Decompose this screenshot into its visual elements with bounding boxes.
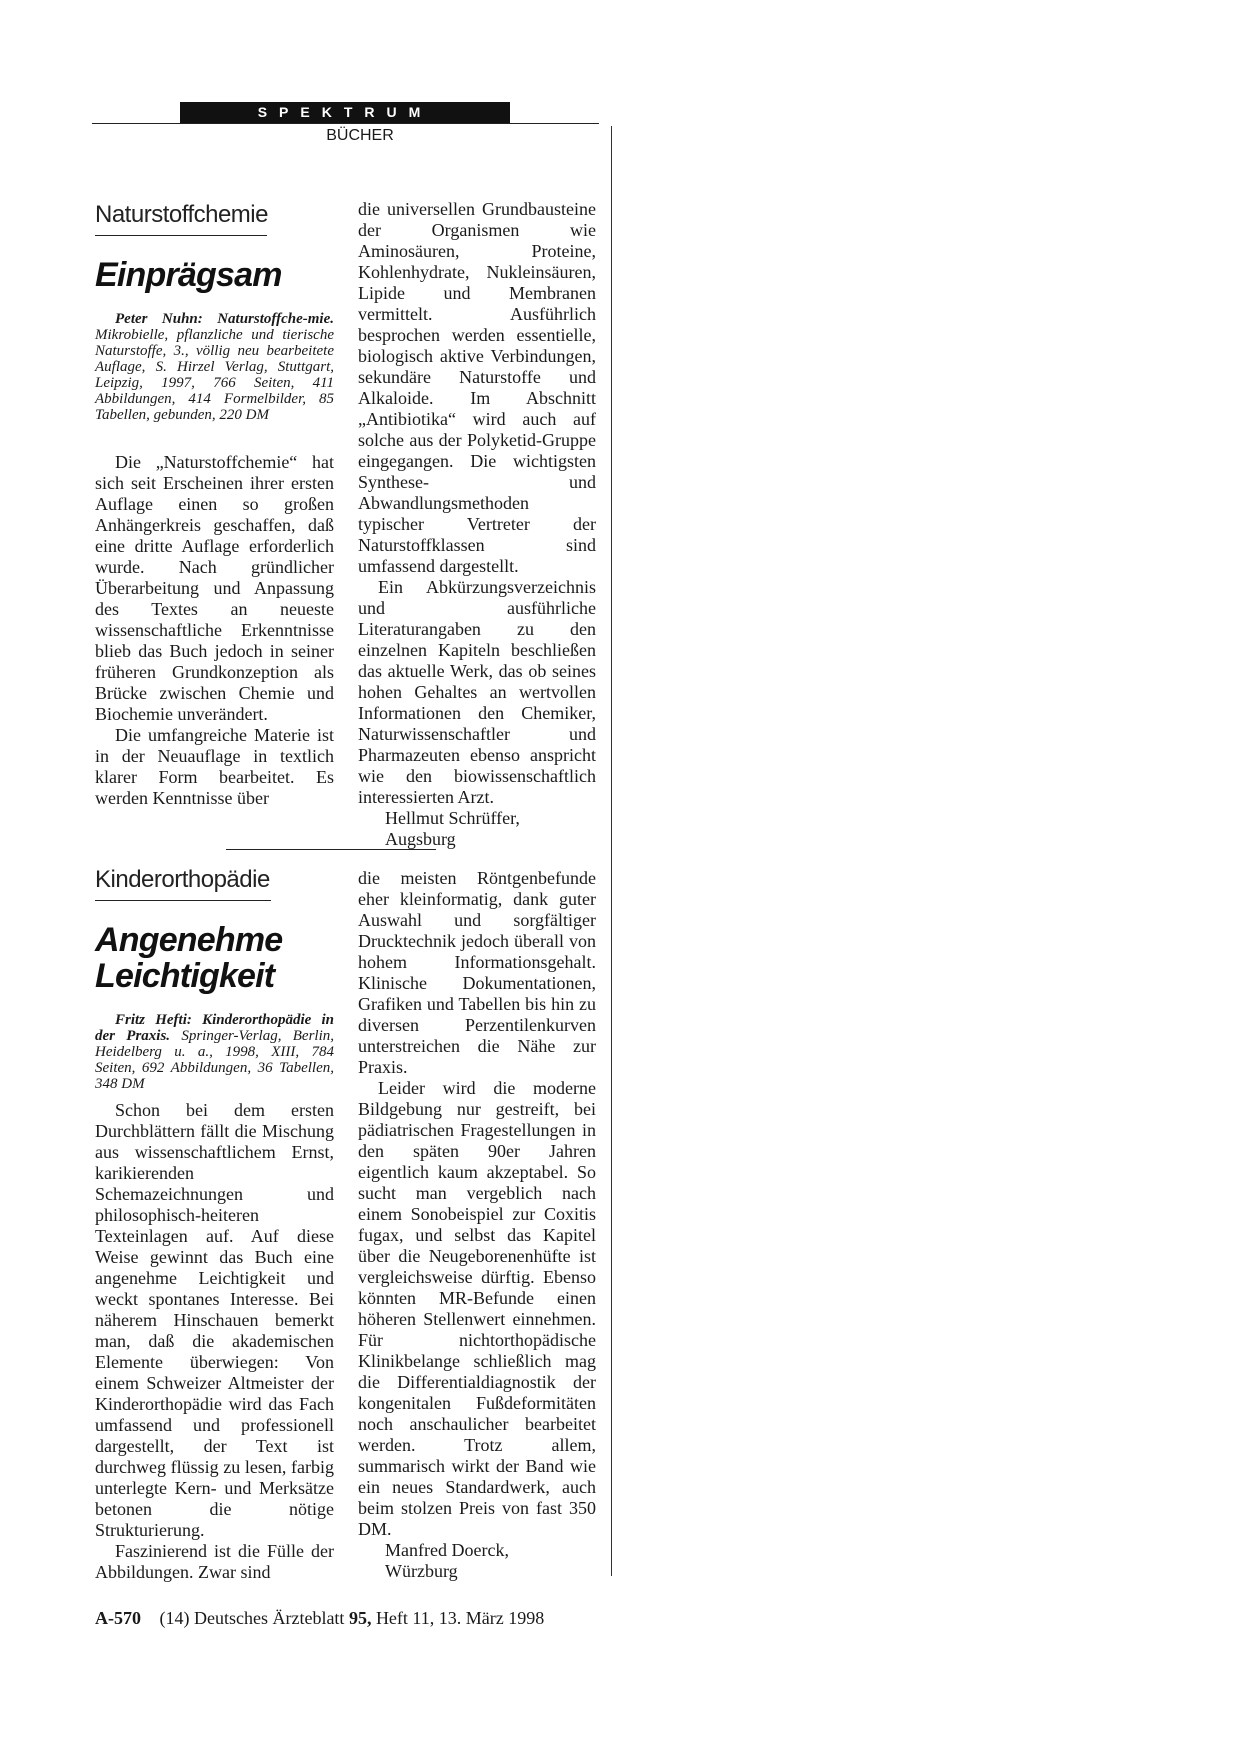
article2-kicker: Kinderorthopädie — [95, 866, 270, 893]
page-number: A-570 — [95, 1608, 141, 1628]
page-footer — [95, 1608, 544, 1629]
section-banner: SPEKTRUM — [180, 102, 510, 123]
column-divider — [611, 126, 612, 1576]
article1-column-1 — [95, 452, 334, 809]
article2-signature-city: Würzburg — [385, 1561, 458, 1581]
article2-headline — [95, 922, 282, 994]
article-divider — [226, 849, 436, 850]
footer-volume: 95, — [348, 1608, 372, 1628]
article1-bib-author: Peter Nuhn: Naturstoffche-mie. — [115, 311, 334, 327]
article2-column-1 — [95, 1100, 334, 1583]
article1-kicker: Naturstoffchemie — [95, 201, 268, 228]
article2-bib-author: Fritz Hefti: Kinderorthopädie in der Praxis. — [95, 1012, 334, 1044]
article1-paragraph: Die umfangreiche Materie ist in der Neuauflage in textlich klarer Form bearbeitet. Es werden Kenntnisse über — [95, 725, 334, 808]
article1-column-2 — [358, 199, 596, 850]
header-rule — [92, 123, 599, 124]
article1-signature-city: Augsburg — [385, 829, 456, 849]
article1-paragraph: die universellen Grundbausteine der Organismen wie Aminosäuren, Proteine, Kohlenhydrate, Nukleinsäuren, Lipide und Membranen vermittelt. Ausführlich besprochen werden essentielle, biologisch aktive Verbindungen, sekundäre Naturstoffe und Alkaloide. Im Abschnitt „Antibiotika“ wird auch auf solche aus der Polyketid-Gruppe eingegangen. Die wichtigsten Synthese- und Abwandlungsmethoden typischer Vertreter der Naturstoffklassen sind umfassend dargestellt. — [358, 199, 596, 576]
article2-bib-details: Springer-Verlag, Berlin, Heidelberg u. a., 1998, XIII, 784 Seiten, 692 Abbildungen, 36 Tabellen, 348 DM — [95, 1028, 334, 1092]
article2-headline-line1: Angenehme — [95, 921, 283, 959]
article2-headline-line2: Leichtigkeit — [95, 957, 275, 995]
article2-paragraph: Faszinierend ist die Fülle der Abbildungen. Zwar sind — [95, 1541, 334, 1582]
section-label: BÜCHER — [326, 127, 394, 144]
article2-column-2 — [358, 868, 596, 1582]
article1-signature-name: Hellmut Schrüffer, — [385, 808, 520, 828]
article2-paragraph: die meisten Röntgenbefunde eher kleinformatig, dank guter Auswahl und sorgfältiger Drucktechnik jedoch überall von hohem Informationsgehalt. Klinische Dokumentationen, Grafiken und Tabellen bis hin zu diversen Perzentilenkurven unterstreichen die Nähe zur Praxis. — [358, 868, 596, 1077]
article1-bibliography — [95, 311, 334, 423]
article2-bibliography — [95, 1012, 334, 1092]
article2-paragraph: Schon bei dem ersten Durchblättern fällt die Mischung aus wissenschaftlichem Ernst, karikierenden Schemazeichnungen und philosophisch-heiteren Texteinlagen auf. Auf diese Weise gewinnt das Buch eine angenehme Leichtigkeit und weckt spontanes Interesse. Bei näherem Hinschauen bemerkt man, daß die akademischen Elemente überwiegen: Von einem Schweizer Altmeister der Kinderorthopädie wird das Fach umfassend und professionell dargestellt, der Text ist durchweg flüssig zu lesen, farbig unterlegte Kern- und Merksätze betonen die nötige Strukturierung. — [95, 1100, 334, 1540]
article1-bib-details: Mikrobielle, pflanzliche und tierische Naturstoffe, 3., völlig neu bearbeitete Auflage, S. Hirzel Verlag, Stuttgart, Leipzig, 1997, 766 Seiten, 411 Abbildungen, 414 Formelbilder, 85 Tabellen, gebunden, 220 DM — [95, 327, 334, 423]
article1-headline: Einprägsam — [95, 256, 282, 294]
article1-paragraph: Die „Naturstoffchemie“ hat sich seit Erscheinen ihrer ersten Auflage einen so großen Anhängerkreis geschaffen, daß eine dritte Auflage erforderlich wurde. Nach gründlicher Überarbeitung und Anpassung des Textes an neueste wissenschaftliche Erkenntnisse blieb das Buch jedoch in seiner früheren Grundkonzeption als Brücke zwischen Chemie und Biochemie unverändert. — [95, 452, 334, 724]
article2-paragraph: Leider wird die moderne Bildgebung nur gestreift, bei pädiatrischen Fragestellungen in den späten 90er Jahren eigentlich kaum akzeptabel. So sucht man vergeblich nach einem Sonobeispiel zur Coxitis fugax, und selbst das Kapitel über die Neugeborenenhüfte ist vergleichsweise dürftig. Ebenso könnten MR-Befunde einen höheren Stellenwert einnehmen. Für nichtorthopädische Klinikbelange schließlich mag die Differentialdiagnostik der kongenitalen Fußdeformitäten noch anschaulicher bearbeitet werden. Trotz allem, summarisch wirkt der Band wie ein neues Standardwerk, auch beim stolzen Preis von fast 350 DM. — [358, 1078, 596, 1539]
article2-signature-name: Manfred Doerck, — [385, 1540, 509, 1560]
footer-citation-suffix: Heft 11, 13. März 1998 — [375, 1608, 545, 1628]
article1-paragraph: Ein Abkürzungsverzeichnis und ausführliche Literaturangaben zu den einzelnen Kapiteln beschließen das aktuelle Werk, das ob seines hohen Gehaltes an wertvollen Informationen den Chemiker, Naturwissenschaftler und Pharmazeuten ebenso anspricht wie den biowissenschaftlich interessierten Arzt. — [358, 577, 596, 807]
article2-kicker-rule — [95, 900, 271, 901]
footer-citation-prefix: (14) Deutsches Ärzteblatt — [159, 1608, 345, 1628]
article1-kicker-rule — [95, 235, 267, 236]
